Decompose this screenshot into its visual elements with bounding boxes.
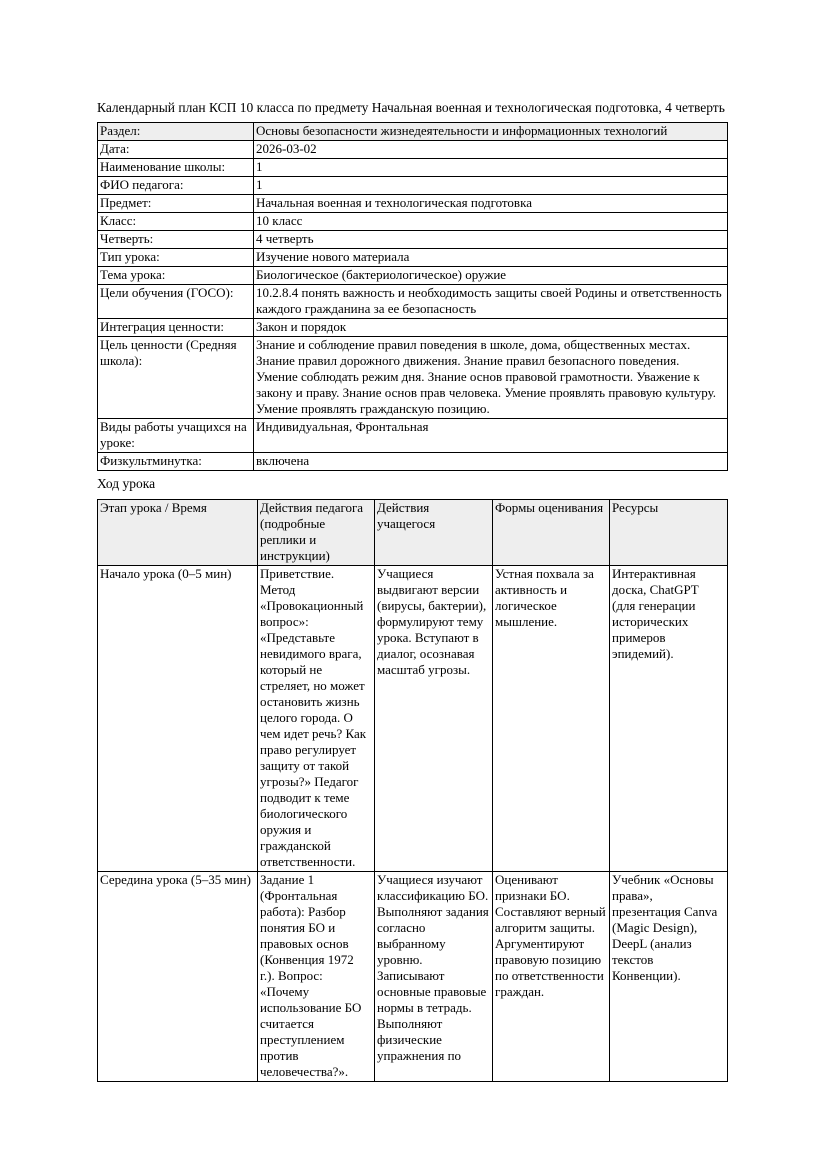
info-row-value: 2026-03-02 <box>254 141 728 159</box>
info-row-value: 4 четверть <box>254 231 728 249</box>
column-header-assessment: Формы оценивания <box>493 500 610 566</box>
lesson-table-row <box>98 566 728 872</box>
info-table-row <box>98 231 728 249</box>
info-row-value: включена <box>254 453 728 471</box>
info-row-value: Индивидуальная, Фронтальная <box>254 419 728 453</box>
lesson-cell-stage: Середина урока (5–35 мин) <box>98 872 258 1082</box>
info-row-value: Закон и порядок <box>254 319 728 337</box>
info-table-row <box>98 159 728 177</box>
page-title: Календарный план КСП 10 класса по предмету Начальная военная и технологическая подготовка, 4 четверть <box>97 100 725 115</box>
info-row-label: Тема урока: <box>98 267 254 285</box>
column-header-resources: Ресурсы <box>610 500 728 566</box>
info-row-label: Наименование школы: <box>98 159 254 177</box>
info-row-value: 10 класс <box>254 213 728 231</box>
lesson-cell-resources: Учебник «Основы права», презентация Canva (Magic Design), DeepL (анализ текстов Конвенции). <box>610 872 728 1082</box>
info-row-label: Цели обучения (ГОСО): <box>98 285 254 319</box>
info-row-value: Биологическое (бактериологическое) оружие <box>254 267 728 285</box>
info-row-value: 10.2.8.4 понять важность и необходимость защиты своей Родины и ответственность каждого гражданина за ее безопасность <box>254 285 728 319</box>
info-table-row <box>98 177 728 195</box>
lesson-cell-stage: Начало урока (0–5 мин) <box>98 566 258 872</box>
info-row-value: 1 <box>254 159 728 177</box>
info-row-value: Знание и соблюдение правил поведения в школе, дома, общественных местах. Знание правил дорожного движения. Знание правил безопасного поведения. Умение соблюдать режим дня. Знание основ правовой грамотности. Уважение к закону и праву. Знание основ прав человека. Умение проявлять правовую культуру. Умение проявлять гражданскую позицию. <box>254 337 728 419</box>
info-row-label: Тип урока: <box>98 249 254 267</box>
info-table-row <box>98 267 728 285</box>
lesson-cell-teacher: Задание 1 (Фронтальная работа): Разбор понятия БО и правовых основ (Конвенция 1972 г.). Вопрос: «Почему использование БО считается преступлением против человечества?». <box>258 872 375 1082</box>
document-content <box>97 98 728 1082</box>
info-row-label: Четверть: <box>98 231 254 249</box>
info-row-value: Основы безопасности жизнедеятельности и информационных технологий <box>254 123 728 141</box>
lesson-cell-resources: Интерактивная доска, ChatGPT (для генерации исторических примеров эпидемий). <box>610 566 728 872</box>
lesson-flow-table <box>97 499 728 1082</box>
info-row-label: Предмет: <box>98 195 254 213</box>
info-row-value: Изучение нового материала <box>254 249 728 267</box>
info-table-row <box>98 195 728 213</box>
info-row-label: Физкультминутка: <box>98 453 254 471</box>
info-table-row <box>98 285 728 319</box>
info-table-row <box>98 453 728 471</box>
lesson-cell-student: Учащиеся изучают классификацию БО. Выполняют задания согласно выбранному уровню. Записывают основные правовые нормы в тетрадь. Выполняют физические упражнения по <box>375 872 493 1082</box>
info-row-label: Класс: <box>98 213 254 231</box>
section-heading: Ход урока <box>97 476 156 491</box>
info-row-value: 1 <box>254 177 728 195</box>
lesson-cell-assessment: Оценивают признаки БО. Составляют верный алгоритм защиты. Аргументируют правовую позицию по ответственности граждан. <box>493 872 610 1082</box>
info-table-row <box>98 319 728 337</box>
info-row-label: Цель ценности (Средняя школа): <box>98 337 254 419</box>
lesson-table-row <box>98 872 728 1082</box>
info-table-row <box>98 419 728 453</box>
lesson-cell-student: Учащиеся выдвигают версии (вирусы, бактерии), формулируют тему урока. Вступают в диалог, осознавая масштаб угрозы. <box>375 566 493 872</box>
info-row-label: Раздел: <box>98 123 254 141</box>
lesson-info-table <box>97 122 728 471</box>
info-row-value: Начальная военная и технологическая подготовка <box>254 195 728 213</box>
info-table-row <box>98 123 728 141</box>
column-header-student-actions: Действия учащегося <box>375 500 493 566</box>
info-table-row <box>98 213 728 231</box>
column-header-teacher-actions: Действия педагога (подробные реплики и инструкции) <box>258 500 375 566</box>
info-table-row <box>98 249 728 267</box>
info-row-label: Интеграция ценности: <box>98 319 254 337</box>
lesson-table-header-row <box>98 500 728 566</box>
info-table-row <box>98 141 728 159</box>
lesson-cell-teacher: Приветствие. Метод «Провокационный вопрос»: «Представьте невидимого врага, который не стреляет, но может остановить жизнь целого города. О чем идет речь? Как право регулирует защиту от такой угрозы?» Педагог подводит к теме биологического оружия и гражданской ответственности. <box>258 566 375 872</box>
info-row-label: Виды работы учащихся на уроке: <box>98 419 254 453</box>
info-row-label: Дата: <box>98 141 254 159</box>
lesson-cell-assessment: Устная похвала за активность и логическое мышление. <box>493 566 610 872</box>
info-row-label: ФИО педагога: <box>98 177 254 195</box>
info-table-row <box>98 337 728 419</box>
column-header-stage: Этап урока / Время <box>98 500 258 566</box>
